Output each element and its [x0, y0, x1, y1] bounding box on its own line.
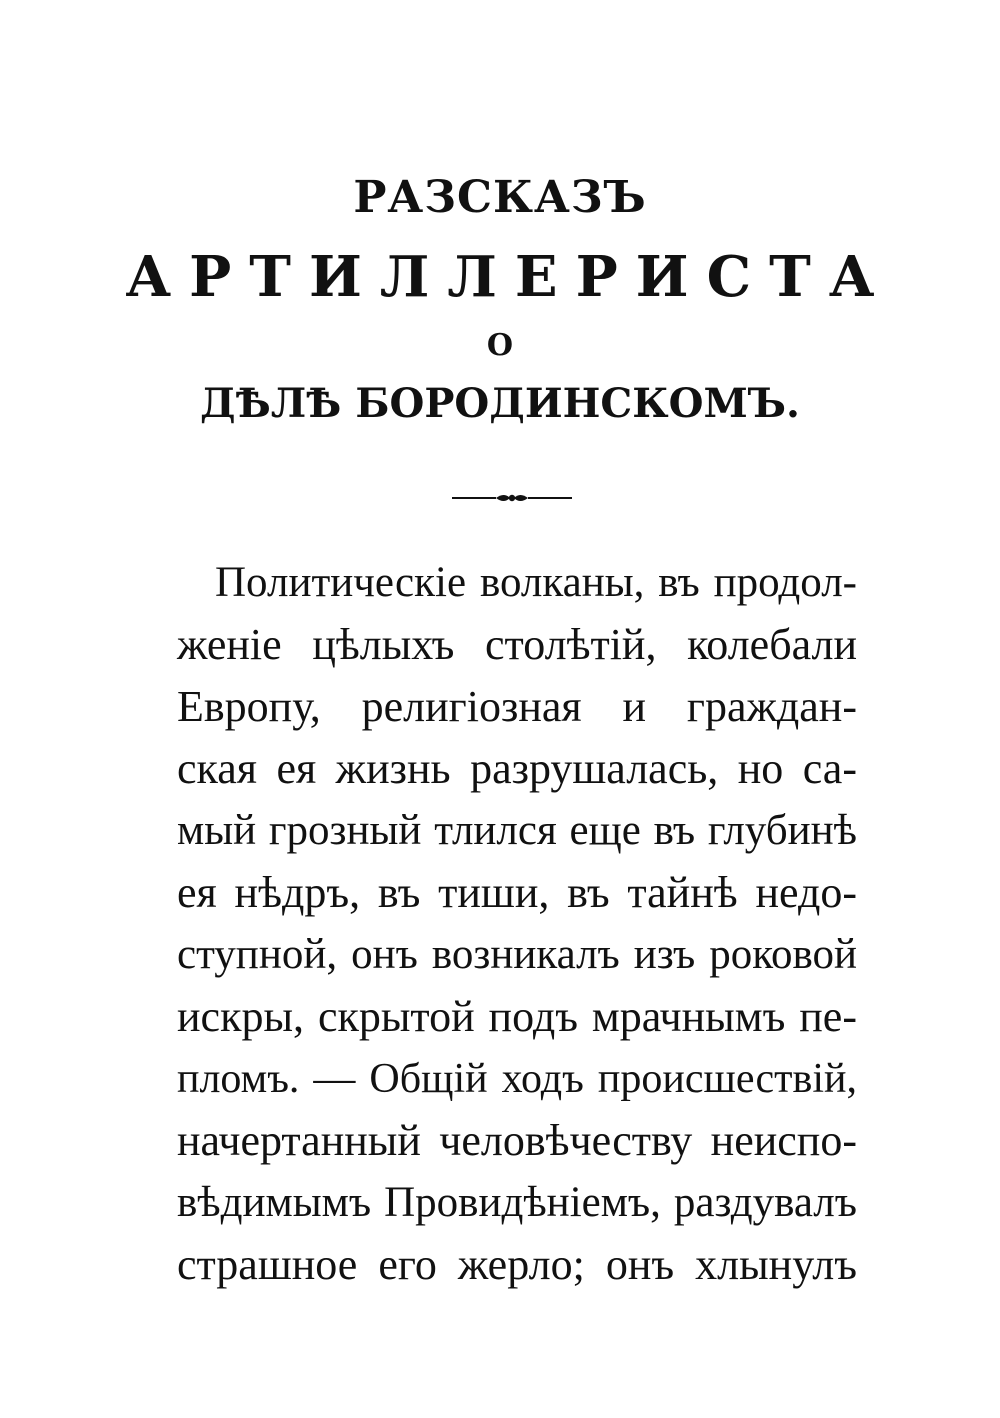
text-line: ступной, онъ возникалъ изъ роковой [177, 931, 857, 978]
text-line: ея нѣдръ, въ тиши, въ тайнѣ недо- [177, 868, 857, 917]
text-line: ская ея жизнь разрушалась, но са- [177, 744, 857, 793]
text-line: пломъ. — Общій ходъ происшествій, [177, 1056, 857, 1102]
text-line: мый грозный тлился еще въ глубинѣ [177, 807, 857, 854]
text-line: страшное его жерло; онъ хлынулъ [177, 1240, 857, 1289]
text-line: Политическіе волканы, въ продол- [215, 559, 857, 606]
text-line: начертанный человѣчеству неиспо- [177, 1116, 857, 1165]
title-line-2: АРТИЛЛЕРИСТА [125, 244, 893, 310]
text-line: Европу, религіозная и граждан- [177, 682, 857, 731]
text-line: вѣдимымъ Провидѣніемъ, раздувалъ [177, 1179, 857, 1226]
title-line-4: ДѢЛѢ БОРОДИНСКОМЪ. [200, 380, 800, 427]
title-line-1: РАЗСКАЗЪ [353, 172, 647, 223]
text-line: искры, скрытой подъ мрачнымъ пе- [177, 992, 857, 1041]
title-line-3: О [486, 328, 514, 363]
text-line: женіе цѣлыхъ столѣтій, колебали [177, 620, 857, 669]
ornament-divider-icon [450, 486, 574, 510]
